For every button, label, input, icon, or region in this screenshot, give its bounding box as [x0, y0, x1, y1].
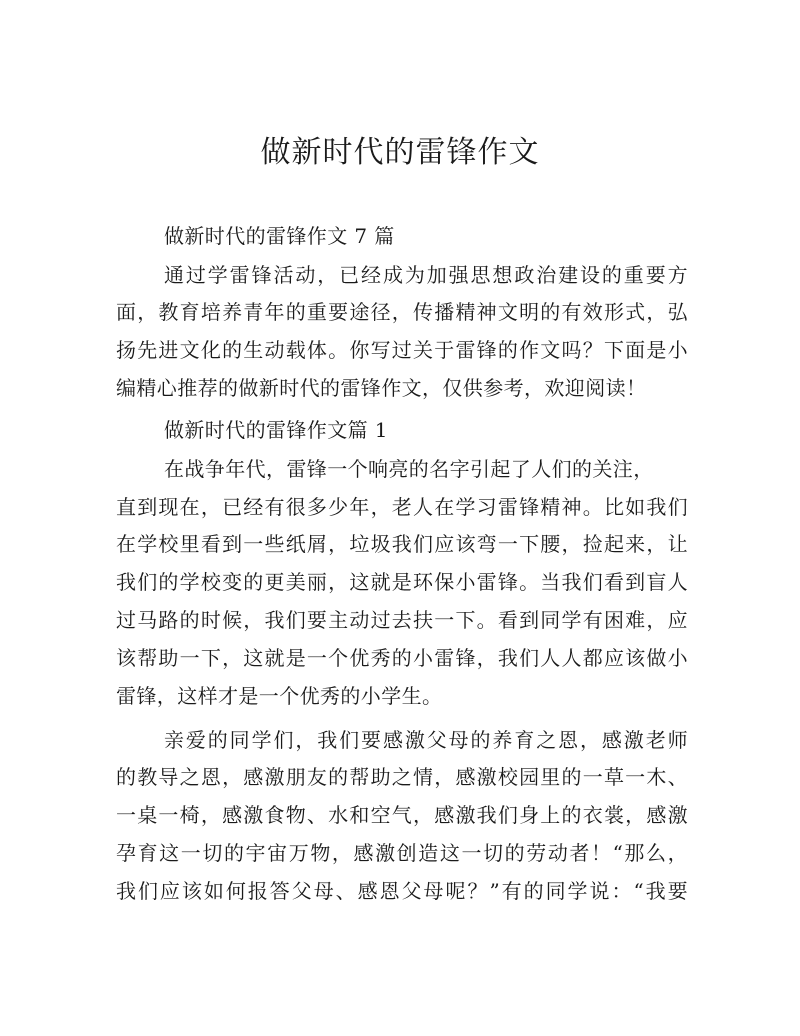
- intro-line-4: 编精心推荐的做新时代的雷锋作文，仅供参考，欢迎阅读！: [116, 376, 647, 400]
- intro-line-3: 扬先进文化的生动载体。你写过关于雷锋的作文吗？下面是小: [116, 338, 688, 362]
- paragraph1-line-3: 在学校里看到一些纸屑，垃圾我们应该弯一下腰，捡起来，让: [116, 532, 688, 556]
- paragraph2-line-1: 亲爱的同学们，我们要感激父母的养育之恩，感激老师: [164, 728, 688, 752]
- paragraph2-line-5: 我们应该如何报答父母、感恩父母呢？”有的同学说：“我要: [116, 879, 688, 903]
- paragraph1-line-4: 我们的学校变的更美丽，这就是环保小雷锋。当我们看到盲人: [116, 570, 688, 594]
- paragraph2-line-2: 的教导之恩，感激朋友的帮助之情，感激校园里的一草一木、: [116, 765, 688, 789]
- section-heading: 做新时代的雷锋作文篇 1: [164, 418, 388, 442]
- paragraph1-line-2: 直到现在，已经有很多少年，老人在学习雷锋精神。比如我们: [116, 495, 688, 519]
- paragraph2-line-4: 孕育这一切的宇宙万物，感激创造这一切的劳动者！“那么，: [116, 841, 688, 865]
- paragraph1-line-6: 该帮助一下，这就是一个优秀的小雷锋，我们人人都应该做小: [116, 646, 688, 670]
- paragraph1-line-5: 过马路的时候，我们要主动过去扶一下。看到同学有困难，应: [116, 608, 688, 632]
- subtitle-line: 做新时代的雷锋作文 7 篇: [164, 224, 395, 248]
- intro-line-1: 通过学雷锋活动，已经成为加强思想政治建设的重要方: [164, 263, 688, 287]
- paragraph1-line-7: 雷锋，这样才是一个优秀的小学生。: [116, 684, 443, 708]
- paragraph2-line-3: 一桌一椅，感激食物、水和空气，感激我们身上的衣裳，感激: [116, 803, 688, 827]
- intro-line-2: 面，教育培养青年的重要途径，传播精神文明的有效形式，弘: [116, 300, 688, 324]
- document-title: 做新时代的雷锋作文: [260, 135, 540, 170]
- paragraph1-line-1: 在战争年代，雷锋一个响亮的名字引起了人们的关注，: [164, 457, 654, 481]
